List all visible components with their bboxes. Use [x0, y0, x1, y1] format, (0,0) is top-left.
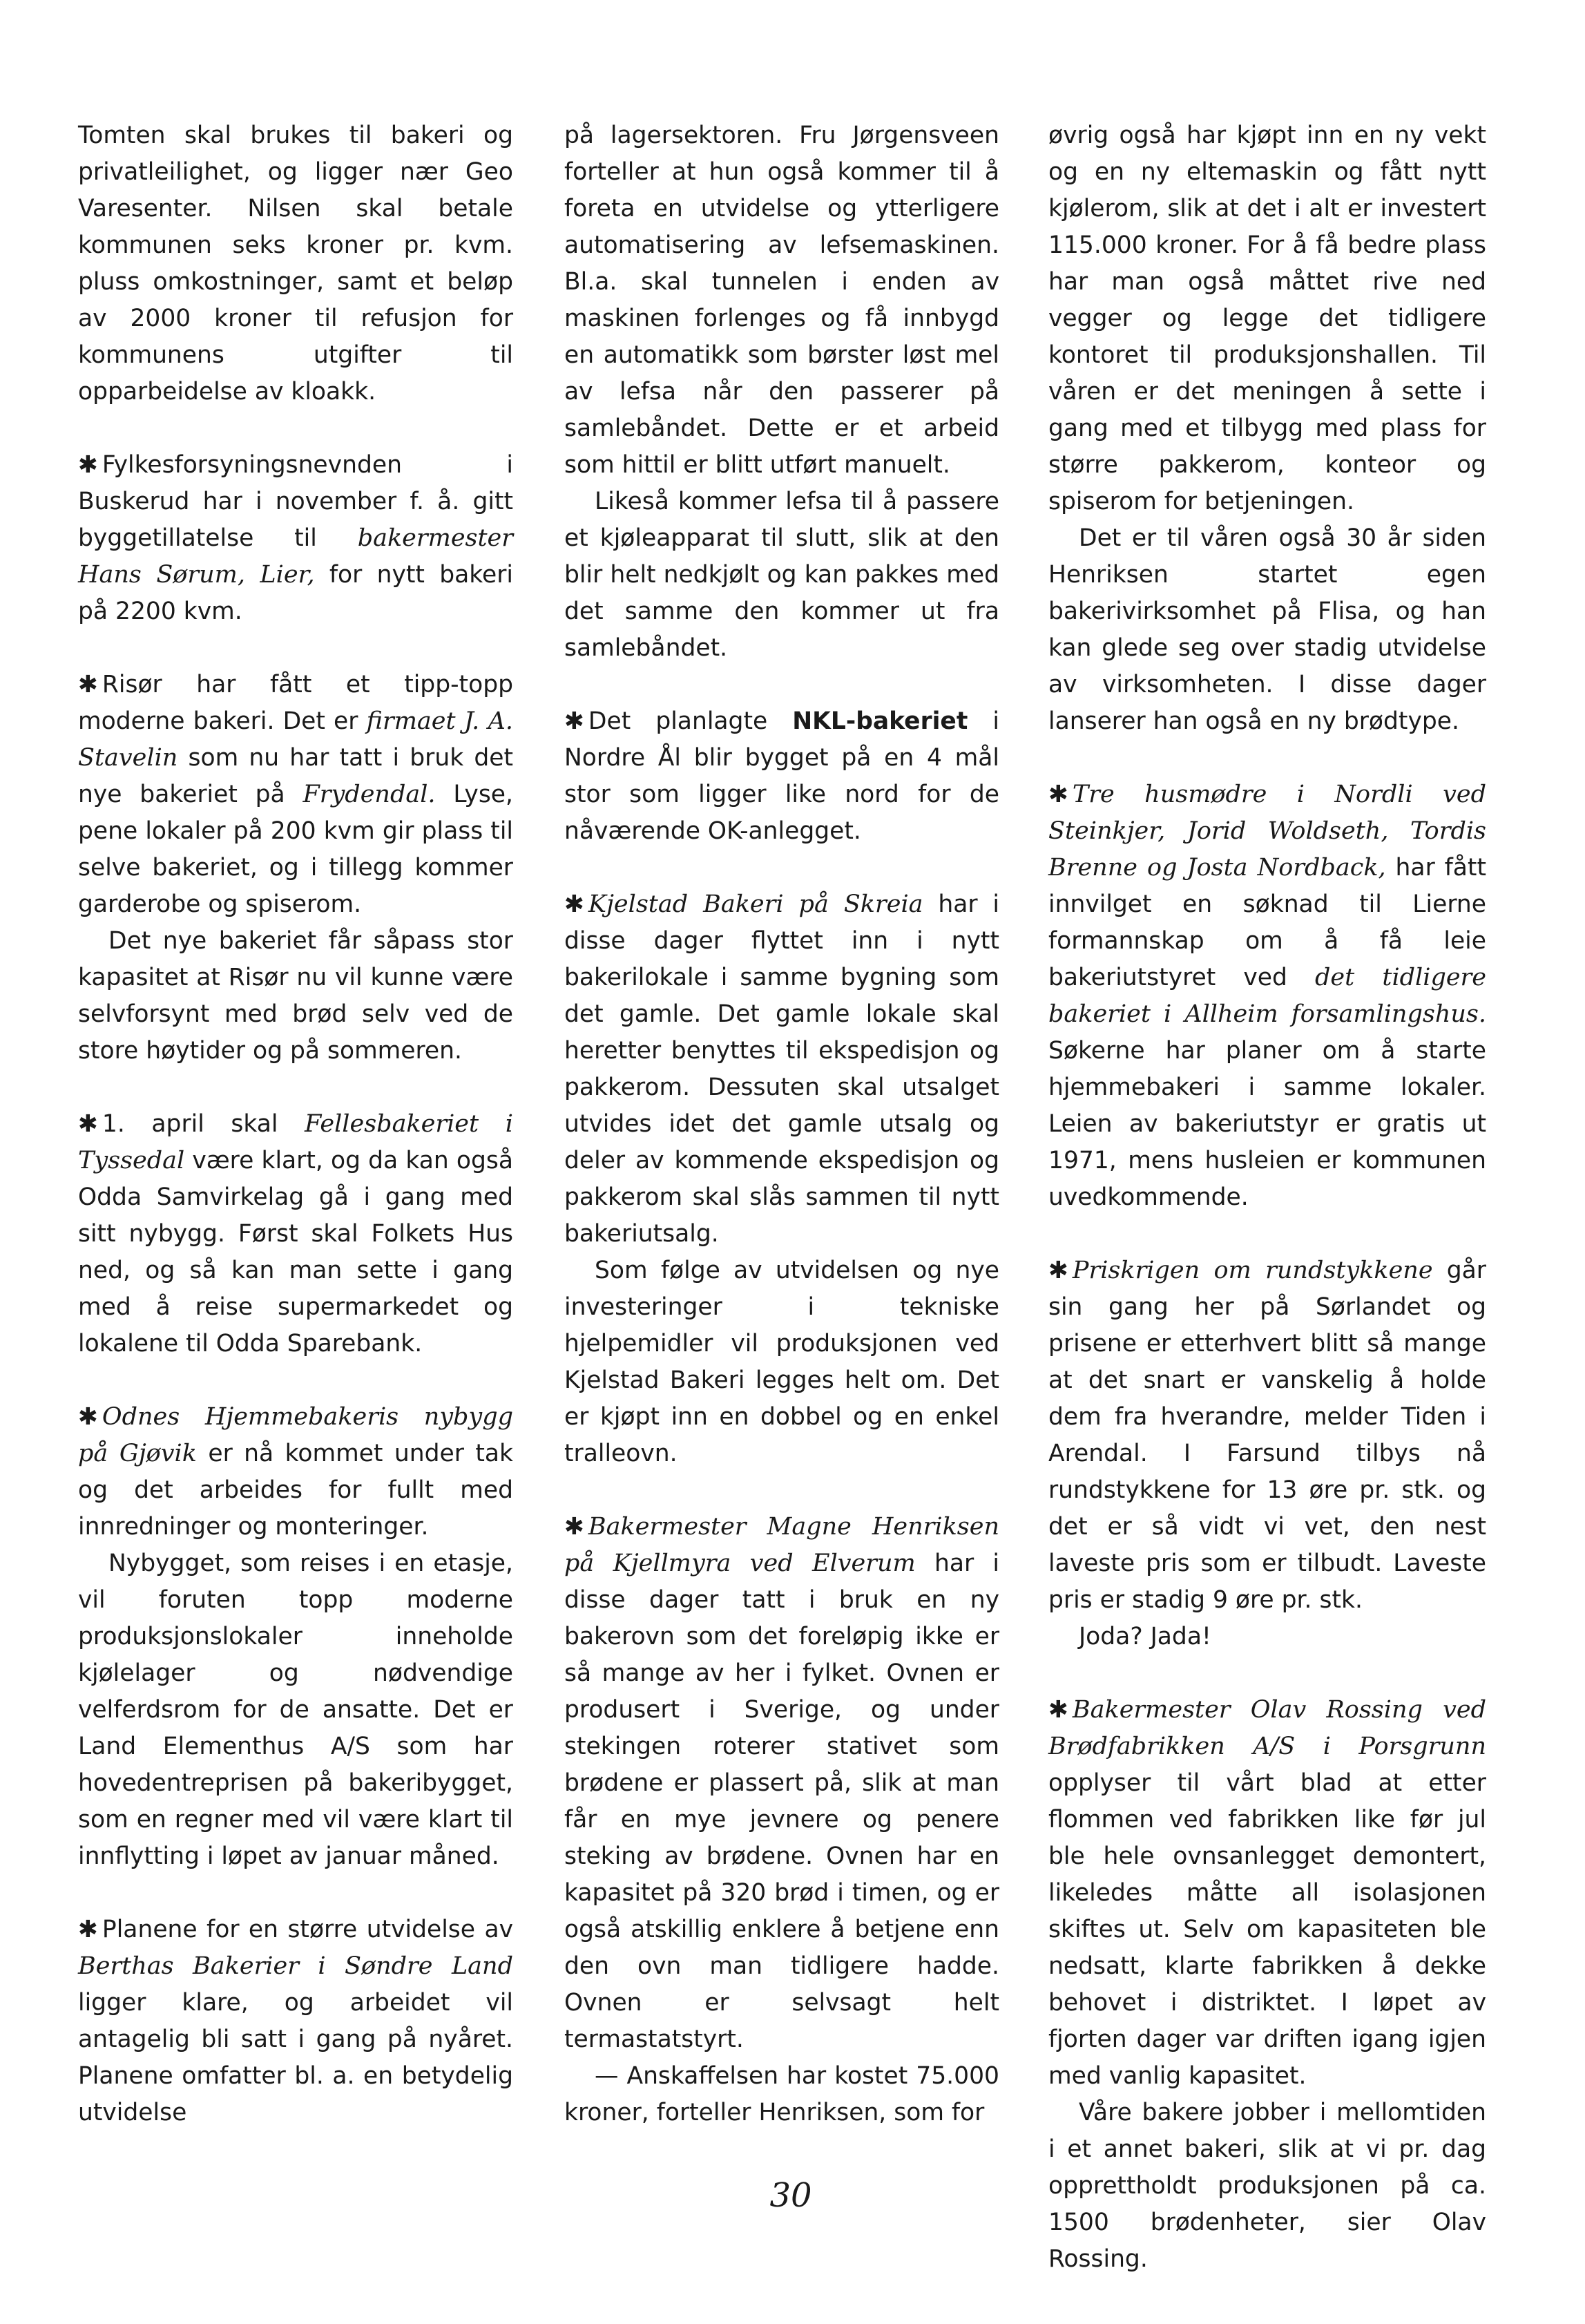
item-heading: bakermester Hans Sørum, Lier, [78, 524, 513, 589]
item-text: som nu har tatt i bruk det nye bakeriet på [78, 744, 513, 808]
asterisk-icon: ✱ [1048, 1257, 1068, 1284]
article-paragraph: Likeså kommer lefsa til å passere et kjøleapparat til slutt, slik at den blir helt nedkjølt og kan pakkes med det samme den kommer ut fra samlebåndet. [564, 488, 999, 662]
news-item [78, 447, 513, 630]
item-heading: Bakermester Olav Rossing ved Brødfabrikken A/S i Porsgrunn [1048, 1696, 1486, 1760]
article-paragraph: Våre bakere jobber i mellomtiden i et annet bakeri, slik at vi pr. dag opprettholdt produksjonen på ca. 1500 brødenheter, sier Olav Rossing. [1048, 2099, 1486, 2273]
article-paragraph: Nybygget, som reises i en etasje, vil foruten topp moderne produksjonslokaler inneholde kjølelager og nødvendige velferdsrom for de ansatte. Det er Land Elementhus A/S som har hovedentreprisen på bakeribygget, som en regner med vil være klart til innflytting i løpet av januar måned. [78, 1550, 513, 1870]
item-heading: firmaet J. A. Stavelin [78, 707, 514, 772]
item-text: være klart, og da kan også Odda Samvirkelag gå i gang med sitt nybygg. Først skal Folkets Hus ned, og så kan man sette i gang med å reise supermarkedet og lokalene til Odda Sparebank. [78, 1147, 513, 1358]
item-text: Lyse, pene lokaler på 200 kvm gir plass til selve bakeriet, og i tillegg kommer garderobe og spiserom. [78, 781, 513, 918]
item-text: opplyser til vårt blad at etter flommen ved fabrikken like før jul ble hele ovnsanlegget demontert, likeledes måtte all isolasjonen skiftes ut. Selv om kapasiteten ble nedsatt, klarte fabrikken å dekke behovet i distriktet. I løpet av fjorten dager var driften igang igjen med vanlig kapasitet. [1048, 1769, 1486, 2090]
item-heading: Bakermester Magne Henriksen på Kjellmyra ved Elverum [564, 1513, 999, 1577]
asterisk-icon: ✱ [78, 1916, 98, 1943]
news-item [564, 703, 999, 850]
column-1 [78, 117, 513, 2131]
article-paragraph: Det nye bakeriet får såpass stor kapasitet at Risør nu vil kunne være selvforsynt med brød selv ved de store høytider og på sommeren. [78, 927, 513, 1065]
item-text: Fylkesforsyningsnevnden i Buskerud har i november f. å. gitt byggetillatelse til [78, 451, 513, 552]
article-paragraph: øvrig også har kjøpt inn en ny vekt og en ny eltemaskin og fått nytt kjølerom, slik at det i alt er investert 115.000 kroner. For å få bedre plass har man også måttet rive ned vegger og legge det tidligere kontoret til produksjonshallen. Til våren er det meningen å sette i gang med et tilbygg med plass for større pakkerom, konteor og spiserom for betjeningen. [1048, 122, 1486, 515]
asterisk-icon: ✱ [1048, 781, 1068, 808]
item-text: Planene for en større utvidelse av [102, 1916, 513, 1943]
item-heading: Frydendal. [302, 781, 436, 808]
item-text: 1. april skal [102, 1110, 305, 1138]
column-3 [1048, 117, 1486, 2278]
asterisk-icon: ✱ [1048, 1696, 1068, 1724]
news-item [1048, 1253, 1486, 1619]
asterisk-icon: ✱ [78, 1403, 98, 1431]
news-item [564, 886, 999, 1253]
asterisk-icon: ✱ [564, 890, 584, 918]
item-text: for nytt bakeri på 2200 kvm. [78, 561, 513, 625]
item-text: Det planlagte [588, 707, 793, 735]
news-item [1048, 777, 1486, 1216]
article-paragraph: Det er til våren også 30 år siden Henriksen startet egen bakerivirksomhet på Flisa, og han kan glede seg over stadig utvidelse av virksomheten. I disse dager lanserer han også en ny brødtype. [1048, 524, 1486, 735]
item-heading: Odnes Hjemmebakeris nybygg på Gjøvik [78, 1403, 513, 1467]
item-text: i Nordre Ål blir bygget på en 4 mål stor som ligger like nord for de nåværende OK-anlegget. [564, 707, 999, 845]
item-heading: det tidligere bakeriet i Allheim forsamlingshus. [1048, 964, 1486, 1028]
item-text: går sin gang her på Sørlandet og prisene er etterhvert blitt så mange at det snart er vanskelig å holde dem fra hverandre, melder Tiden i Arendal. I Farsund tilbys nå rundstykkene for 13 øre pr. stk. og det er så vidt vi vet, den nest laveste pris som er tilbudt. Laveste pris er stadig 9 øre pr. stk. [1048, 1257, 1486, 1614]
asterisk-icon: ✱ [564, 707, 584, 735]
article-paragraph: på lagersektoren. Fru Jørgensveen forteller at hun også kommer til å foreta en utvidelse og ytterligere automatisering av lefsemaskinen. Bl.a. skal tunnelen i enden av maskinen forlenges og få innbygd en automatikk som børster løst mel av lefsa når den passerer på samlebåndet. Dette er et arbeid som hittil er blitt utført manuelt. [564, 122, 999, 479]
item-heading: Berthas Bakerier i Søndre Land [78, 1952, 513, 1980]
news-item [564, 1509, 999, 2058]
item-text: har fått innvilget en søknad til Lierne formannskap om å få leie bakeriutstyret ved [1048, 854, 1486, 991]
article-paragraph: — Anskaffelsen har kostet 75.000 kroner, forteller Henriksen, som for [564, 2062, 999, 2126]
item-heading: NKL-bakeriet [792, 707, 968, 735]
item-heading: Tre husmødre i Nordli ved Steinkjer, Jorid Woldseth, Tordis Brenne og Josta Nordback, [1048, 781, 1486, 882]
news-item [78, 667, 513, 923]
item-text: ligger klare, og arbeidet vil antagelig bli satt i gang på nyåret. Planene omfatter bl. a. en betydelig utvidelse [78, 1989, 513, 2126]
article-paragraph: Som følge av utvidelsen og nye investeringer i tekniske hjelpemidler vil produksjonen ved Kjelstad Bakeri legges helt om. Det er kjøpt inn en dobbel og en enkel tralleovn. [564, 1257, 999, 1467]
item-heading: Priskrigen om rundstykkene [1072, 1257, 1433, 1284]
item-heading: Fellesbakeriet i Tyssedal [78, 1110, 513, 1174]
asterisk-icon: ✱ [564, 1513, 584, 1541]
article-paragraph: Tomten skal brukes til bakeri og privatleilighet, og ligger nær Geo Varesenter. Nilsen skal betale kommunen seks kroner pr. kvm. pluss omkostninger, samt et beløp av 2000 kroner til refusjon for kommunens utgifter til opparbeidelse av kloakk. [78, 122, 513, 406]
item-text: har i disse dager tatt i bruk en ny bakerovn som det foreløpig ikke er så mange av her i fylket. Ovnen er produsert i Sverige, og under stekingen roterer stativet som brødene er plassert på, slik at man får en mye jevnere og penere steking av brødene. Ovnen har en kapasitet på 320 brød i timen, og er også atskillig enklere å betjene enn den ovn man tidligere hadde. Ovnen er selvsagt helt termastatstyrt. [564, 1550, 1000, 2053]
news-item [78, 1106, 513, 1362]
news-item [1048, 1692, 1486, 2095]
item-text: Søkerne har planer om å starte hjemmebakeri i samme lokaler. Leien av bakeriutstyr er gratis ut 1971, mens husleien er kommunen uvedkommende. [1048, 1037, 1486, 1211]
news-item [78, 1912, 513, 2131]
news-item [78, 1399, 513, 1545]
asterisk-icon: ✱ [78, 671, 98, 698]
item-text: Risør har fått et tipp-topp moderne bakeri. Det er [78, 671, 513, 735]
item-text: har i disse dager flyttet inn i nytt bakerilokale i samme bygning som det gamle. Det gamle lokale skal heretter benyttes til ekspedisjon og pakkerom. Dessuten skal utsalget utvides idet det gamle utsalg og deler av kommende ekspedisjon og pakkerom skal slås sammen til nytt bakeriutsalg. [564, 890, 999, 1248]
asterisk-icon: ✱ [78, 451, 98, 479]
article-paragraph: Joda? Jada! [1079, 1623, 1211, 1650]
asterisk-icon: ✱ [78, 1110, 98, 1138]
page-number: 30 [769, 2176, 812, 2215]
column-2 [564, 117, 999, 2131]
item-heading: Kjelstad Bakeri på Skreia [588, 890, 923, 918]
item-text: er nå kommet under tak og det arbeides for fullt med innredninger og monteringer. [78, 1440, 513, 1541]
